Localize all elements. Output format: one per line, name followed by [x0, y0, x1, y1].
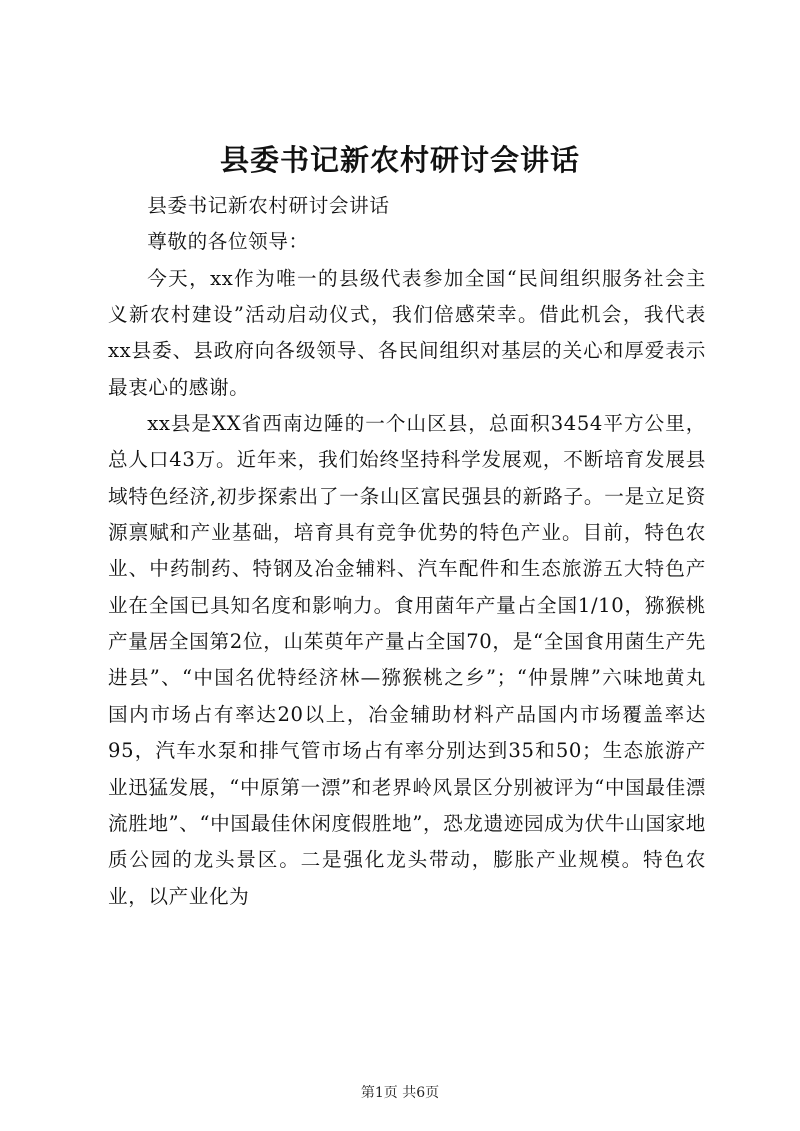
salutation-paragraph: 尊敬的各位领导：	[147, 230, 309, 254]
document-body	[108, 188, 706, 915]
page-footer: 第1页 共6页	[360, 1085, 440, 1101]
body-paragraph-intro: 今天，xx作为唯一的县级代表参加全国“民间组织服务社会主义新农村建设”活动启动仪式，我们倍感荣幸。借此机会，我代表xx县委、县政府向各级领导、各民间组织对基层的关心和厚爱表示最衷心的感谢。	[108, 266, 706, 399]
subtitle-paragraph: 县委书记新农村研讨会讲话	[147, 194, 390, 217]
body-paragraph-county-overview: xx县是XX省西南边陲的一个山区县，总面积3454平方公里，总人口43万。近年来，我们始终坚持科学发展观，不断培育发展县域特色经济,初步探索出了一条山区富民强县的新路子。一是立足资源禀赋和产业基础，培育具有竞争优势的特色产业。目前，特色农业、中药制药、特钢及冶金辅料、汽车配件和生态旅游五大特色产业在全国已具知名度和影响力。食用菌年产量占全国1/10，猕猴桃产量居全国第2位，山茱萸年产量占全国70，是“全国食用菌生产先进县”、“中国名优特经济林—猕猴桃之乡”；“仲景牌”六味地黄丸国内市场占有率达20以上，冶金辅助材料产品国内市场覆盖率达95，汽车水泵和排气管市场占有率分别达到35和50；生态旅游产业迅猛发展，“中原第一漂”和老界岭风景区分别被评为“中国最佳漂流胜地”、“中国最佳休闲度假胜地”，恐龙遗迹园成为伏牛山国家地质公园的龙头景区。二是强化龙头带动，膨胀产业规模。特色农业，以产业化为	[108, 412, 706, 908]
document-title: 县委书记新农村研讨会讲话	[219, 143, 580, 177]
